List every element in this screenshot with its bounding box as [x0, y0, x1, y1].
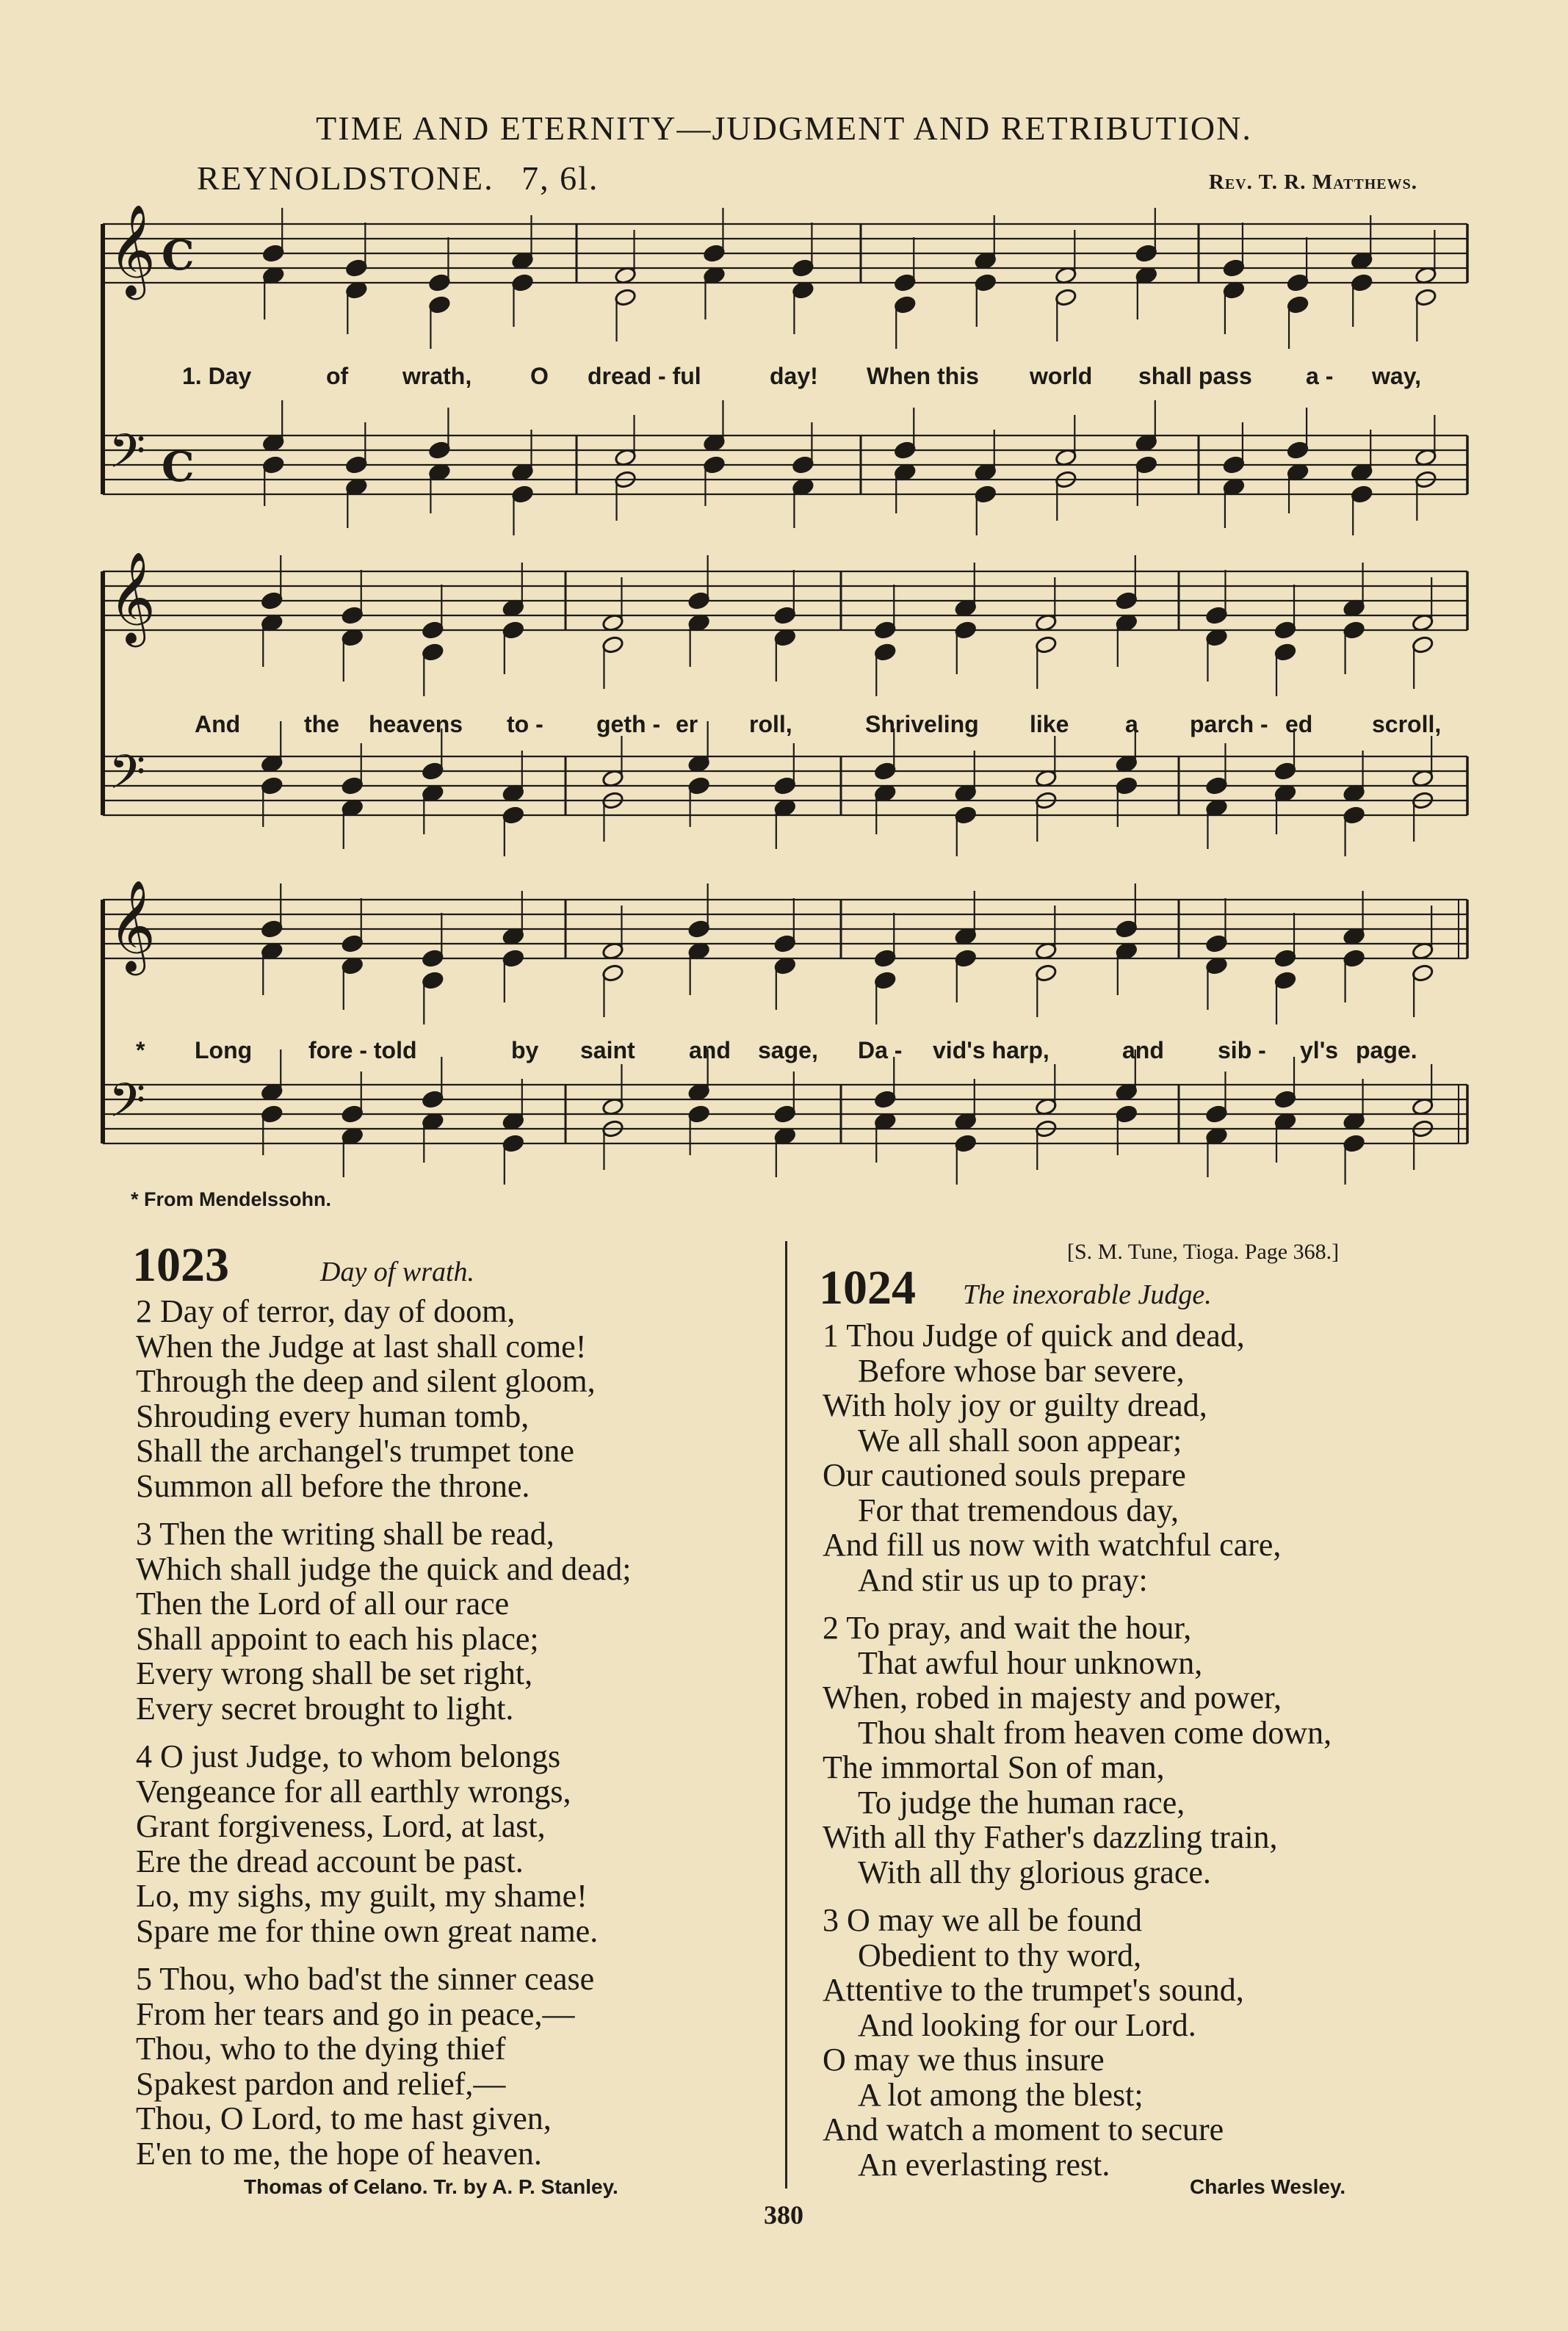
stanza-line: Which shall judge the quick and dead; — [136, 1550, 632, 1587]
note-head — [428, 295, 451, 314]
note-head — [502, 806, 525, 825]
note-head — [792, 455, 814, 474]
note-head — [874, 971, 897, 990]
note-head — [614, 288, 637, 307]
note-head — [874, 762, 897, 781]
stanza-line: When the Judge at last shall come! — [136, 1328, 587, 1365]
lyric-syllable: and — [689, 1037, 731, 1063]
note-head — [1274, 762, 1297, 781]
stanza-line: Our cautioned souls prepare — [823, 1457, 1186, 1493]
lyric-syllable: sib - — [1218, 1037, 1266, 1063]
column-divider — [785, 1241, 787, 2189]
note-head — [687, 776, 710, 795]
tune-title: REYNOLDSTONE. — [197, 159, 494, 197]
note-head — [1205, 1105, 1228, 1124]
lyric-syllable: a — [1125, 711, 1138, 737]
stanza-line: O may we thus insure — [823, 2042, 1105, 2078]
note-head — [954, 1134, 977, 1153]
note-head — [874, 1090, 897, 1109]
treble-clef-icon: 𝄞 — [109, 204, 156, 296]
stanza-line: With all thy Father's dazzling train, — [823, 1819, 1278, 1855]
note-head — [1223, 455, 1246, 474]
note-head — [1116, 776, 1138, 795]
stanza-line: Before whose bar severe, — [858, 1352, 1185, 1389]
note-head — [894, 295, 917, 314]
lyric-syllable: roll, — [749, 711, 792, 737]
note-head — [687, 591, 710, 610]
note-head — [341, 776, 364, 795]
note-head — [422, 1090, 444, 1109]
stanza-line: Thou shalt from heaven come down, — [858, 1714, 1332, 1751]
lyric-syllable: geth - — [596, 711, 661, 737]
hymn-subtitle: The inexorable Judge. — [963, 1279, 1212, 1310]
stanza-line: For that tremendous day, — [858, 1492, 1179, 1528]
note-head — [1274, 971, 1297, 990]
stanza — [136, 1962, 767, 2171]
note-head — [1035, 635, 1058, 654]
lyric-syllable: When this — [867, 363, 979, 389]
lyric-syllable: world — [1030, 363, 1093, 389]
stanza-line: Shall appoint to each his place; — [136, 1620, 539, 1657]
note-head — [1415, 288, 1437, 307]
stanza-line: That awful hour unknown, — [858, 1644, 1203, 1681]
hymn-number: 1023 — [132, 1238, 229, 1292]
music-footnote: * From Mendelssohn. — [131, 1188, 332, 1210]
stanza-line: Obedient to thy word, — [858, 1937, 1142, 1973]
stanza-line: And looking for our Lord. — [858, 2006, 1196, 2043]
lyric-syllable: And — [195, 711, 241, 737]
note-head — [954, 806, 977, 825]
hymn-1024-text — [823, 1318, 1484, 2195]
note-head — [502, 621, 525, 640]
stanza-line: 2 To pray, and wait the hour, — [823, 1610, 1192, 1646]
stanza-line: Every wrong shall be set right, — [136, 1655, 533, 1691]
stanza-line: Spakest pardon and relief,— — [136, 2065, 506, 2102]
note-head — [261, 919, 283, 939]
note-head — [262, 244, 285, 263]
note-head — [1135, 244, 1158, 263]
note-head — [1223, 259, 1246, 278]
lyric-syllable: scroll, — [1372, 711, 1442, 737]
stanza-line: 2 Day of terror, day of doom, — [136, 1293, 516, 1329]
lyric-syllable: way, — [1372, 363, 1421, 389]
note-head — [954, 621, 977, 640]
note-head — [1351, 273, 1373, 292]
stanza-line: From her tears and go in peace,— — [136, 1995, 575, 2032]
note-head — [1287, 295, 1309, 314]
stanza-line: Summon all before the throne. — [136, 1467, 530, 1504]
stanza-line: A lot among the blest; — [858, 2076, 1144, 2113]
treble-clef-icon: 𝄞 — [109, 880, 156, 972]
stanza-line: We all shall soon appear; — [858, 1422, 1182, 1459]
bass-clef-icon: 𝄢 — [109, 424, 146, 491]
note-head — [687, 919, 710, 939]
stanza-line: An everlasting rest. — [858, 2146, 1110, 2183]
note-head — [261, 1105, 283, 1124]
stanza-line: E'en to me, the hope of heaven. — [136, 2135, 542, 2172]
lyric-syllable: like — [1030, 711, 1069, 737]
note-head — [1343, 949, 1365, 968]
page-number: 380 — [764, 2200, 803, 2230]
note-head — [1116, 591, 1138, 610]
note-head — [1343, 621, 1365, 640]
stanza-line: The immortal Son of man, — [823, 1749, 1165, 1785]
lyric-syllable: 1. Day — [182, 363, 252, 389]
note-head — [422, 762, 444, 781]
stanza-line: And stir us up to pray: — [858, 1561, 1148, 1598]
lyric-syllable: page. — [1356, 1037, 1417, 1063]
note-head — [974, 273, 997, 292]
note-head — [1205, 776, 1228, 795]
note-head — [792, 259, 814, 278]
hymn-1024-heading — [819, 1260, 1212, 1316]
note-head — [1274, 1090, 1297, 1109]
stanza — [823, 1903, 1484, 2182]
note-head — [1351, 485, 1373, 504]
note-head — [1412, 635, 1434, 654]
note-head — [601, 635, 624, 654]
stanza-line: Grant forgiveness, Lord, at last, — [136, 1808, 546, 1844]
note-head — [341, 934, 364, 953]
note-head — [345, 259, 368, 278]
stanza-line: Ere the dread account be past. — [136, 1843, 524, 1879]
note-head — [1055, 288, 1077, 307]
note-head — [774, 1105, 797, 1124]
common-time-icon: C — [162, 443, 195, 491]
stanza-line: 3 Then the writing shall be read, — [136, 1516, 554, 1552]
lyric-syllable: day! — [770, 363, 818, 389]
note-head — [874, 643, 897, 662]
note-head — [422, 621, 444, 640]
lyric-syllable: saint — [580, 1037, 635, 1063]
hymn-1023-heading — [132, 1237, 474, 1293]
bass-clef-icon: 𝄢 — [109, 1074, 146, 1140]
note-head — [874, 621, 897, 640]
note-head — [1287, 273, 1309, 292]
lyric-syllable: a - — [1306, 363, 1334, 389]
hymn-1024-tune-reference: [S. M. Tune, Tioga. Page 368.] — [1067, 1240, 1340, 1264]
note-head — [774, 776, 797, 795]
hymn-1023-attribution: Thomas of Celano. Tr. by A. P. Stanley. — [244, 2175, 618, 2198]
note-head — [428, 273, 451, 292]
stanza-line: And watch a moment to secure — [823, 2111, 1224, 2147]
stanza-line: With all thy glorious grace. — [858, 1854, 1211, 1890]
lyric-syllable: wrath, — [402, 363, 472, 389]
lyric-syllable: fore - told — [308, 1037, 417, 1063]
lyric-syllable: O — [530, 363, 549, 389]
lyric-syllable: ed — [1285, 711, 1313, 737]
note-head — [601, 964, 624, 983]
stanza-line: With holy joy or guilty dread, — [823, 1387, 1207, 1423]
stanza-line: Shrouding every human tomb, — [136, 1398, 530, 1434]
note-head — [687, 1105, 710, 1124]
treble-clef-icon: 𝄞 — [109, 552, 156, 643]
lyric-syllable: sage, — [758, 1037, 818, 1063]
stanza-line: 3 O may we all be found — [823, 1902, 1142, 1938]
stanza-line: Then the Lord of all our race — [136, 1586, 510, 1622]
note-head — [1274, 949, 1297, 968]
lyric-syllable: er — [676, 711, 698, 737]
stanza-line: And fill us now with watchful care, — [823, 1527, 1282, 1563]
note-head — [511, 485, 534, 504]
stanza-line: Thou, who to the dying thief — [136, 2031, 506, 2067]
note-head — [428, 441, 451, 460]
stanza-line: Lo, my sighs, my guilt, my shame! — [136, 1878, 588, 1914]
note-head — [774, 934, 797, 953]
note-head — [1035, 964, 1058, 983]
stanza — [136, 1294, 767, 1503]
note-head — [1343, 1134, 1365, 1153]
tune-meter: 7, 6l. — [521, 159, 599, 197]
stanza-line: Every secret brought to light. — [136, 1690, 514, 1727]
note-head — [1205, 606, 1228, 625]
section-title: TIME AND ETERNITY—JUDGMENT AND RETRIBUTION. — [316, 109, 1252, 147]
stanza-line: Vengeance for all earthly wrongs, — [136, 1773, 571, 1810]
lyric-syllable: the — [304, 711, 339, 737]
lyric-syllable: heavens — [369, 711, 463, 737]
stanza — [136, 1517, 767, 1726]
stanza-line: To judge the human race, — [858, 1784, 1185, 1821]
note-head — [341, 606, 364, 625]
note-head — [502, 949, 525, 968]
note-head — [502, 1134, 525, 1153]
note-head — [1274, 643, 1297, 662]
hymn-1023-text — [136, 1294, 767, 2184]
lyric-syllable: dread - ful — [588, 363, 701, 389]
lyric-syllable: Shriveling — [865, 711, 979, 737]
lyric-syllable: of — [326, 363, 349, 389]
stanza-line: When, robed in majesty and power, — [823, 1680, 1282, 1716]
lyric-syllable: and — [1122, 1037, 1164, 1063]
note-head — [1343, 806, 1365, 825]
note-head — [345, 455, 368, 474]
stanza-line: Spare me for thine own great name. — [136, 1912, 599, 1949]
note-head — [703, 455, 726, 474]
note-head — [1116, 919, 1138, 939]
hymn-1024-attribution: Charles Wesley. — [1190, 2175, 1346, 2198]
note-head — [1116, 1105, 1138, 1124]
note-head — [974, 485, 997, 504]
lyric-syllable: Da - — [858, 1037, 903, 1063]
stanza-line: Shall the archangel's trumpet tone — [136, 1433, 574, 1469]
note-head — [1135, 455, 1158, 474]
note-head — [1412, 964, 1434, 983]
note-head — [422, 971, 444, 990]
tune-composer: Rev. T. R. Matthews. — [1208, 170, 1417, 194]
lyric-syllable: Long — [195, 1037, 253, 1063]
note-head — [894, 273, 917, 292]
stanza-line: 5 Thou, who bad'st the sinner cease — [136, 1961, 595, 1997]
lyric-syllable: shall pass — [1138, 363, 1252, 389]
note-head — [261, 591, 283, 610]
lyric-syllable: vid's harp, — [933, 1037, 1049, 1063]
note-head — [341, 1105, 364, 1124]
note-head — [1274, 621, 1297, 640]
stanza-line: Attentive to the trumpet's sound, — [823, 1972, 1244, 2008]
stanza — [823, 1318, 1484, 1597]
hymn-number: 1024 — [819, 1261, 916, 1315]
note-head — [894, 441, 917, 460]
stanza-line: 1 Thou Judge of quick and dead, — [823, 1318, 1245, 1354]
note-head — [874, 949, 897, 968]
note-head — [511, 273, 534, 292]
bass-clef-icon: 𝄢 — [109, 745, 146, 812]
lyric-syllable: by — [511, 1037, 539, 1063]
lyric-syllable: yl's — [1300, 1037, 1339, 1063]
stanza-line: Through the deep and silent gloom, — [136, 1363, 596, 1399]
lyric-syllable: to - — [507, 711, 543, 737]
stanza-line: 4 O just Judge, to whom belongs — [136, 1738, 561, 1774]
stanza-line: Thou, O Lord, to me hast given, — [136, 2100, 552, 2136]
note-head — [422, 949, 444, 968]
note-head — [1287, 441, 1309, 460]
note-head — [422, 643, 444, 662]
note-head — [262, 455, 285, 474]
lyric-syllable: parch - — [1190, 711, 1268, 737]
note-head — [774, 606, 797, 625]
note-head — [703, 244, 726, 263]
stanza — [136, 1739, 767, 1948]
lyric-syllable: * — [136, 1037, 145, 1063]
note-head — [954, 949, 977, 968]
common-time-icon: C — [162, 231, 195, 280]
note-head — [261, 776, 283, 795]
hymn-subtitle: Day of wrath. — [320, 1257, 475, 1287]
note-head — [1205, 934, 1228, 953]
stanza — [823, 1611, 1484, 1890]
